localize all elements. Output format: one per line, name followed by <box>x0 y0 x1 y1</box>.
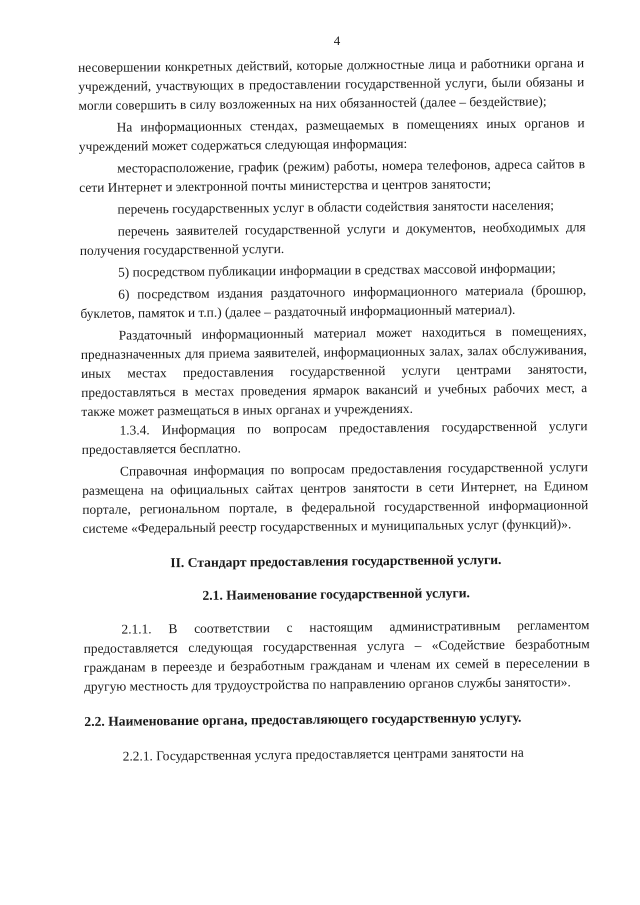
paragraph-handout-placement: Раздаточный информационный материал может находиться в помещениях, предназначенных для приема заявителей, информационных залах, залах обслуживания, иных местах предоставления государственной услуги центрами занятости, предоставляться в местах проведения ярмарок вакансий и учебных рабочих мест, а также может размещаться в иных органах и учреждениях. <box>80 323 588 419</box>
paragraph-services-list: перечень государственных услуг в области содействия занятости населения; <box>117 197 555 217</box>
subsection-heading-provider: 2.2. Наименование органа, предоставляющего государственную услугу. <box>84 709 522 729</box>
document-body <box>78 53 591 766</box>
subsection-heading-service-name: 2.1. Наименование государственной услуги. <box>202 585 470 603</box>
paragraph-inaction-definition: несовершении конкретных действий, которые должностные лица и работники органа и учреждений, участвующих в предоставлении государственной услуги, были обязаны и могли совершить в силу возложенных на них обязанностей (далее – бездействие); <box>78 55 585 113</box>
paragraph-reference-info: Справочная информация по вопросам предоставления государственной услуги размещена на официальных сайтах центров занятости в сети Интернет, на Едином портале, региональном портале, в федеральной государственной информационной системе «Федеральный реестр государственных и муниципальных услуг (функций)». <box>82 459 589 536</box>
page-number: 4 <box>333 33 341 48</box>
paragraph-mass-media: 5) посредством публикации информации в средствах массовой информации; <box>117 260 556 280</box>
paragraph-service-definition: 2.1.1. В соответствии с настоящим административным регламентом предоставляется следующая государственная услуга – «Содействие безработным гражданам в переезде и безработным гражданам и членам их семей в переселении в другую местность для трудоустройства по направлению органов службы занятости». <box>83 617 590 694</box>
paragraph-handout-materials: 6) посредством издания раздаточного информационного материала (брошюр, буклетов, памяток и т.п.) (далее – раздаточный информационный материал). <box>80 282 587 321</box>
section-heading-standard: II. Стандарт предоставления государственной услуги. <box>170 551 502 571</box>
paragraph-info-stands: На информационных стендах, размещаемых в помещениях иных органов и учреждений может содержаться следующая информация: <box>78 115 585 154</box>
paragraph-free-information: 1.3.4. Информация по вопросам предоставления государственной услуги предоставляется бесплатно. <box>81 418 588 457</box>
paragraph-location-schedule: месторасположение, график (режим) работы, номера телефонов, адреса сайтов в сети Интернет и электронной почты министерства и центров занятости; <box>79 156 586 195</box>
paragraph-provider-centers: 2.2.1. Государственная услуга предоставляется центрами занятости на <box>122 744 524 764</box>
paragraph-applicants-list: перечень заявителей государственной услуги и документов, необходимых для получения государственной услуги. <box>79 219 586 258</box>
